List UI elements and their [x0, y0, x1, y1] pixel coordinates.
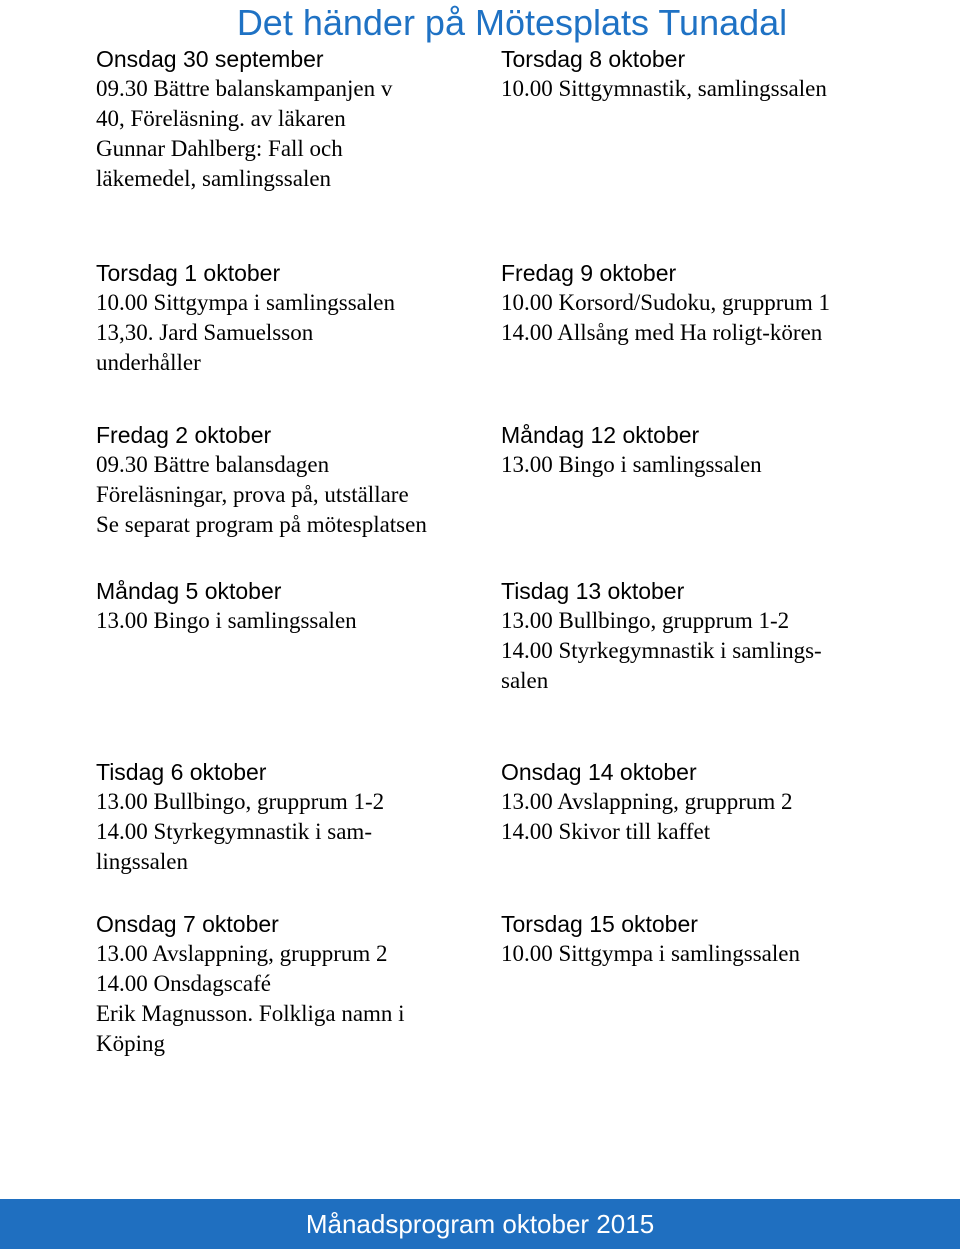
event-line: Gunnar Dahlberg: Fall och — [96, 136, 343, 161]
footer-text: Månadsprogram oktober 2015 — [305, 1209, 655, 1239]
event-line: 13.00 Bingo i samlingssalen — [96, 608, 357, 633]
event-line: 13.00 Bullbingo, grupprum 1-2 — [501, 608, 790, 633]
event-line: 14.00 Styrkegymnastik i samlings- — [501, 638, 822, 663]
event-line: 09.30 Bättre balanskampanjen v — [96, 76, 393, 101]
event-line: 14.00 Styrkegymnastik i sam- — [96, 819, 372, 844]
event-line: 13.00 Bullbingo, grupprum 1-2 — [96, 789, 385, 814]
day-torsdag-8-oktober — [501, 44, 881, 104]
day-tisdag-6-oktober — [96, 757, 476, 877]
day-heading: Torsdag 15 oktober — [501, 911, 698, 937]
event-line: 13.00 Avslappning, grupprum 2 — [96, 941, 388, 966]
day-onsdag-14-oktober — [501, 757, 881, 847]
footer-bar — [0, 1199, 960, 1249]
page-title — [0, 0, 960, 46]
day-heading: Måndag 5 oktober — [96, 578, 282, 604]
day-tisdag-13-oktober — [501, 576, 881, 696]
day-onsdag-7-oktober — [96, 909, 476, 1059]
event-line: 13.00 Avslappning, grupprum 2 — [501, 789, 793, 814]
event-line: lingssalen — [96, 849, 188, 874]
day-heading: Onsdag 30 september — [96, 46, 324, 72]
day-fredag-2-oktober — [96, 420, 476, 540]
day-heading: Torsdag 8 oktober — [501, 46, 686, 72]
day-fredag-9-oktober — [501, 258, 881, 348]
event-line: läkemedel, samlingssalen — [96, 166, 332, 191]
event-line: 13.00 Bingo i samlingssalen — [501, 452, 762, 477]
event-line: 14.00 Onsdagscafé — [96, 971, 272, 996]
event-line: underhåller — [96, 350, 201, 375]
day-torsdag-1-oktober — [96, 258, 476, 378]
day-heading: Måndag 12 oktober — [501, 422, 700, 448]
event-line: 14.00 Allsång med Ha roligt-kören — [501, 320, 823, 345]
day-heading: Fredag 9 oktober — [501, 260, 677, 286]
day-onsdag-30-september — [96, 44, 476, 194]
day-mandag-5-oktober — [96, 576, 476, 636]
day-torsdag-15-oktober — [501, 909, 881, 969]
event-line: 40, Föreläsning. av läkaren — [96, 106, 346, 131]
day-heading: Torsdag 1 oktober — [96, 260, 281, 286]
event-line: 10.00 Sittgympa i samlingssalen — [96, 290, 395, 315]
day-mandag-12-oktober — [501, 420, 881, 480]
event-line: 10.00 Korsord/Sudoku, grupprum 1 — [501, 290, 831, 315]
day-heading: Fredag 2 oktober — [96, 422, 272, 448]
event-line: Köping — [96, 1031, 165, 1056]
event-line: salen — [501, 668, 549, 693]
day-heading: Tisdag 13 oktober — [501, 578, 685, 604]
event-line: 13,30. Jard Samuelsson — [96, 320, 314, 345]
event-line: Erik Magnusson. Folkliga namn i — [96, 1001, 405, 1026]
page-title-text: Det händer på Mötesplats Tunadal — [236, 2, 788, 43]
event-line: 09.30 Bättre balansdagen — [96, 452, 330, 477]
event-line: 10.00 Sittgympa i samlingssalen — [501, 941, 800, 966]
event-line: Se separat program på mötesplatsen — [96, 512, 427, 537]
event-line: 10.00 Sittgymnastik, samlingssalen — [501, 76, 827, 101]
event-line: 14.00 Skivor till kaffet — [501, 819, 711, 844]
day-heading: Tisdag 6 oktober — [96, 759, 267, 785]
day-heading: Onsdag 7 oktober — [96, 911, 279, 937]
event-line: Föreläsningar, prova på, utställare — [96, 482, 409, 507]
day-heading: Onsdag 14 oktober — [501, 759, 697, 785]
